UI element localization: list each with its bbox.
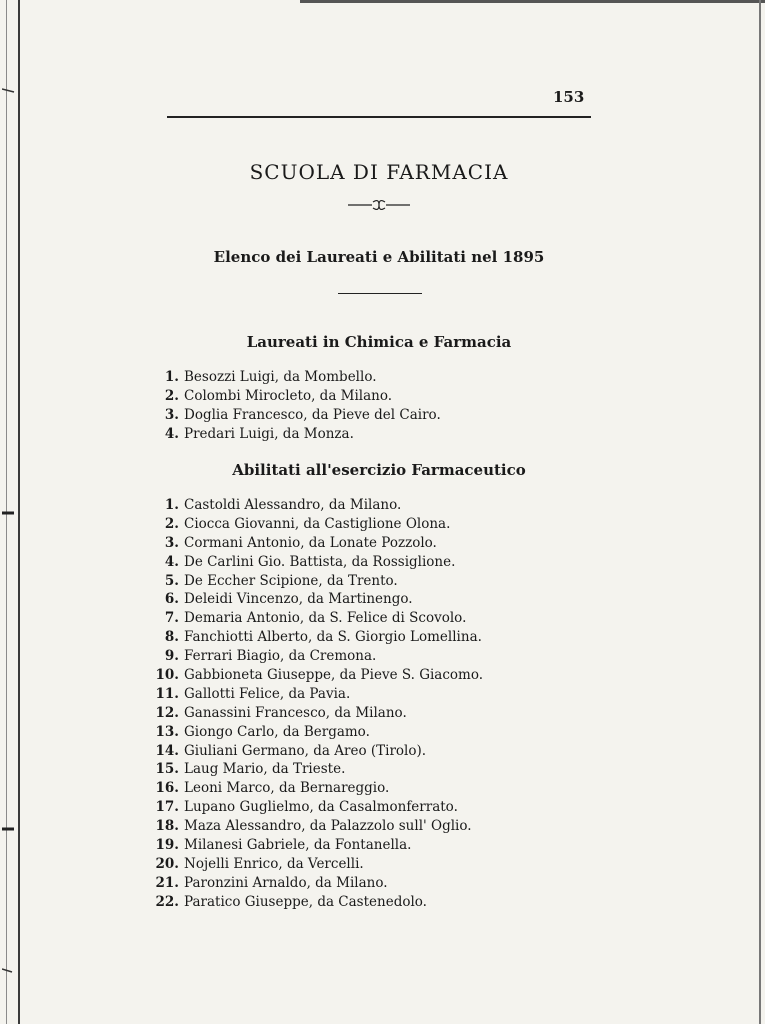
entry-number: 4.: [164, 425, 179, 442]
laureati-list: [148, 368, 441, 444]
list-item: [148, 628, 483, 647]
margin-mark: [2, 826, 16, 832]
entry-text: De Carlini Gio. Battista, da Rossiglione.: [184, 553, 456, 570]
entry-number: 2.: [164, 387, 179, 404]
ornament-divider: [348, 198, 410, 212]
list-item: [148, 406, 441, 425]
entry-text: Giuliani Germano, da Areo (Tirolo).: [184, 742, 427, 759]
entry-number: 1.: [164, 369, 179, 385]
list-item: [148, 609, 483, 628]
entry-number: 1.: [164, 497, 179, 513]
list-item: [148, 368, 441, 387]
section-heading-abilitati: Abilitati all'esercizio Farmaceutico: [232, 461, 526, 479]
entry-number: 16.: [155, 780, 179, 797]
entry-number: 15.: [155, 761, 179, 778]
scan-right-edge: [759, 0, 761, 1024]
entry-text: Castoldi Alessandro, da Milano.: [184, 497, 402, 513]
entry-text: Laug Mario, da Trieste.: [184, 761, 346, 778]
margin-mark: [2, 510, 16, 516]
entry-number: 7.: [164, 610, 179, 627]
entry-text: Nojelli Enrico, da Vercelli.: [184, 855, 364, 872]
entry-text: Maza Alessandro, da Palazzolo sull' Oglio.: [184, 818, 472, 835]
page-title: SCUOLA DI FARMACIA: [249, 160, 509, 184]
entry-number: 3.: [164, 534, 179, 551]
list-item: [148, 760, 483, 779]
list-item: [148, 893, 483, 912]
list-item: [148, 553, 483, 572]
subtitle: Elenco dei Laureati e Abilitati nel 1895: [213, 248, 545, 266]
abilitati-list: [148, 496, 483, 912]
entry-number: 14.: [155, 742, 179, 759]
entry-text: Paratico Giuseppe, da Castenedolo.: [184, 893, 427, 910]
entry-text: Lupano Guglielmo, da Casalmonferrato.: [184, 799, 458, 816]
entry-number: 12.: [155, 704, 179, 721]
entry-text: Ferrari Biagio, da Cremona.: [184, 648, 377, 665]
short-rule: [338, 293, 422, 294]
entry-text: Fanchiotti Alberto, da S. Giorgio Lomellina.: [184, 629, 482, 646]
list-item: [148, 666, 483, 685]
list-item: [148, 496, 483, 515]
margin-mark: [2, 968, 16, 974]
list-item: [148, 387, 441, 406]
entry-number: 11.: [155, 685, 179, 702]
entry-number: 3.: [164, 406, 179, 423]
list-item: [148, 817, 483, 836]
entry-number: 22.: [155, 893, 179, 910]
entry-number: 13.: [155, 723, 179, 740]
entry-text: Doglia Francesco, da Pieve del Cairo.: [184, 406, 441, 423]
entry-number: 6.: [164, 591, 179, 608]
entry-text: Predari Luigi, da Monza.: [184, 425, 354, 442]
entry-text: Milanesi Gabriele, da Fontanella.: [184, 837, 412, 854]
header-rule: [167, 116, 591, 118]
entry-number: 19.: [155, 837, 179, 854]
entry-text: De Eccher Scipione, da Trento.: [184, 572, 398, 589]
entry-text: Cormani Antonio, da Lonate Pozzolo.: [184, 534, 437, 551]
entry-number: 18.: [155, 818, 179, 835]
entry-number: 5.: [164, 572, 179, 589]
entry-text: Ciocca Giovanni, da Castiglione Olona.: [184, 515, 451, 532]
entry-number: 17.: [155, 799, 179, 816]
entry-text: Colombi Mirocleto, da Milano.: [184, 387, 393, 404]
entry-number: 8.: [164, 629, 179, 646]
list-item: [148, 590, 483, 609]
entry-text: Leoni Marco, da Bernareggio.: [184, 780, 390, 797]
entry-number: 20.: [155, 855, 179, 872]
entry-text: Gabbioneta Giuseppe, da Pieve S. Giacomo.: [184, 667, 484, 684]
entry-text: Demaria Antonio, da S. Felice di Scovolo.: [184, 610, 467, 627]
list-item: [148, 685, 483, 704]
list-item: [148, 723, 483, 742]
entry-text: Gallotti Felice, da Pavia.: [184, 685, 351, 702]
entry-text: Giongo Carlo, da Bergamo.: [184, 723, 370, 740]
list-item: [148, 704, 483, 723]
entry-number: 4.: [164, 553, 179, 570]
entry-text: Ganassini Francesco, da Milano.: [184, 704, 407, 721]
entry-number: 10.: [155, 667, 179, 684]
page-number: 153: [553, 88, 585, 106]
list-item: [148, 874, 483, 893]
entry-number: 9.: [164, 648, 179, 665]
list-item: [148, 534, 483, 553]
list-item: [148, 515, 483, 534]
list-item: [148, 798, 483, 817]
binding-edge: [18, 0, 20, 1024]
entry-text: Deleidi Vincenzo, da Martinengo.: [184, 591, 413, 608]
list-item: [148, 647, 483, 666]
section-heading-laureati: Laureati in Chimica e Farmacia: [246, 333, 512, 351]
entry-number: 2.: [164, 515, 179, 532]
list-item: [148, 572, 483, 591]
entry-text: Paronzini Arnaldo, da Milano.: [184, 874, 388, 891]
list-item: [148, 779, 483, 798]
list-item: [148, 425, 441, 444]
scan-top-edge: [300, 0, 765, 3]
list-item: [148, 742, 483, 761]
entry-text: Besozzi Luigi, da Mombello.: [184, 369, 377, 385]
list-item: [148, 836, 483, 855]
entry-number: 21.: [155, 874, 179, 891]
list-item: [148, 855, 483, 874]
margin-mark: [2, 88, 16, 94]
